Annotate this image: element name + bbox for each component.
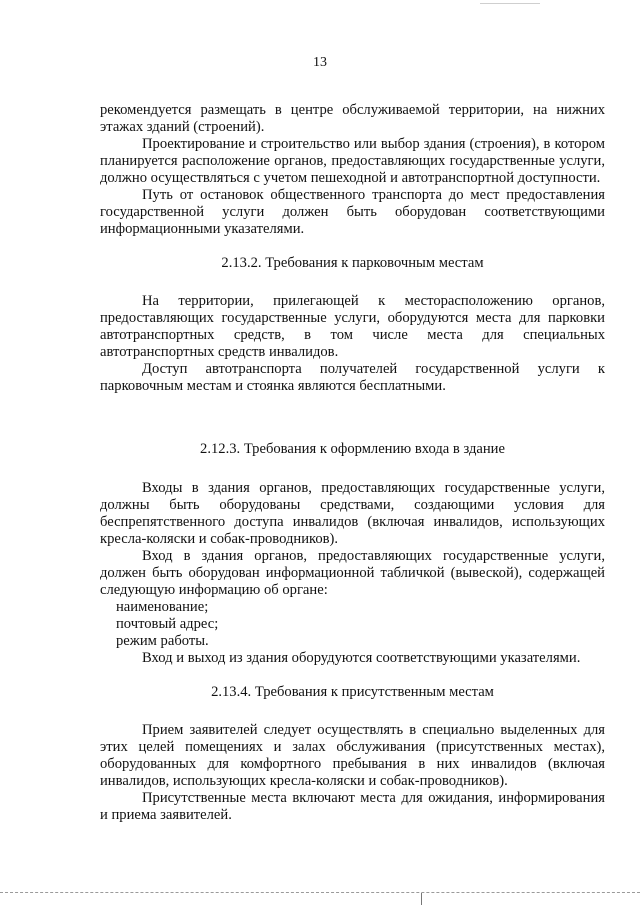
scan-mark-bottom bbox=[421, 893, 422, 905]
document-body bbox=[100, 102, 605, 824]
paragraph-entrance-access: Входы в здания органов, предоставляющих государственные услуги, должны быть оборудованы средствами, создающими условия для беспрепятственного доступа инвалидов (включая инвалидов, использующих кресла-коляски и собак-проводников). bbox=[100, 480, 605, 547]
list-item-name: наименование; bbox=[116, 599, 209, 615]
heading-parking: 2.13.2. Требования к парковочным местам bbox=[221, 255, 484, 271]
scan-mark-top bbox=[480, 0, 540, 4]
paragraph-continuation: рекомендуется размещать в центре обслуживаемой территории, на нижних этажах зданий (строений). bbox=[100, 102, 605, 135]
paragraph-attendance-places: Присутственные места включают места для ожидания, информирования и приема заявителей. bbox=[100, 790, 605, 823]
paragraph-transport-path: Путь от остановок общественного транспорта до мест предоставления государственной услуги должен быть оборудован соответствующими информационными указателями. bbox=[100, 187, 605, 237]
heading-entrance: 2.12.3. Требования к оформлению входа в здание bbox=[200, 441, 505, 457]
page-number: 13 bbox=[313, 55, 327, 70]
list-item-address: почтовый адрес; bbox=[116, 616, 219, 632]
paragraph-entrance-exit: Вход и выход из здания оборудуются соответствующими указателями. bbox=[142, 650, 581, 666]
paragraph-entrance-sign: Вход в здания органов, предоставляющих государственные услуги, должен быть оборудован информационной табличкой (вывеской), содержащей следующую информацию об органе: bbox=[100, 548, 605, 598]
paragraph-attendance-reception: Прием заявителей следует осуществлять в специально выделенных для этих целей помещениях и залах обслуживания (присутственных местах), оборудованных для комфортного пребывания в них инвалидов (включая инвалидов, использующих кресла-коляски и собак-проводников). bbox=[100, 722, 605, 789]
paragraph-parking-free: Доступ автотранспорта получателей государственной услуги к парковочным местам и стоянка являются бесплатными. bbox=[100, 361, 605, 394]
heading-attendance: 2.13.4. Требования к присутственным местам bbox=[211, 684, 494, 700]
paragraph-design: Проектирование и строительство или выбор здания (строения), в котором планируется расположение органов, предоставляющих государственные услуги, должно осуществляться с учетом пешеходной и автотранспортной доступности. bbox=[100, 136, 605, 186]
scan-edge-bottom bbox=[0, 892, 640, 893]
list-item-hours: режим работы. bbox=[116, 633, 209, 649]
paragraph-parking-area: На территории, прилегающей к месторасположению органов, предоставляющих государственные услуги, оборудуются места для парковки автотранспортных средств, в том числе места для специальных автотранспортных средств инвалидов. bbox=[100, 293, 605, 360]
